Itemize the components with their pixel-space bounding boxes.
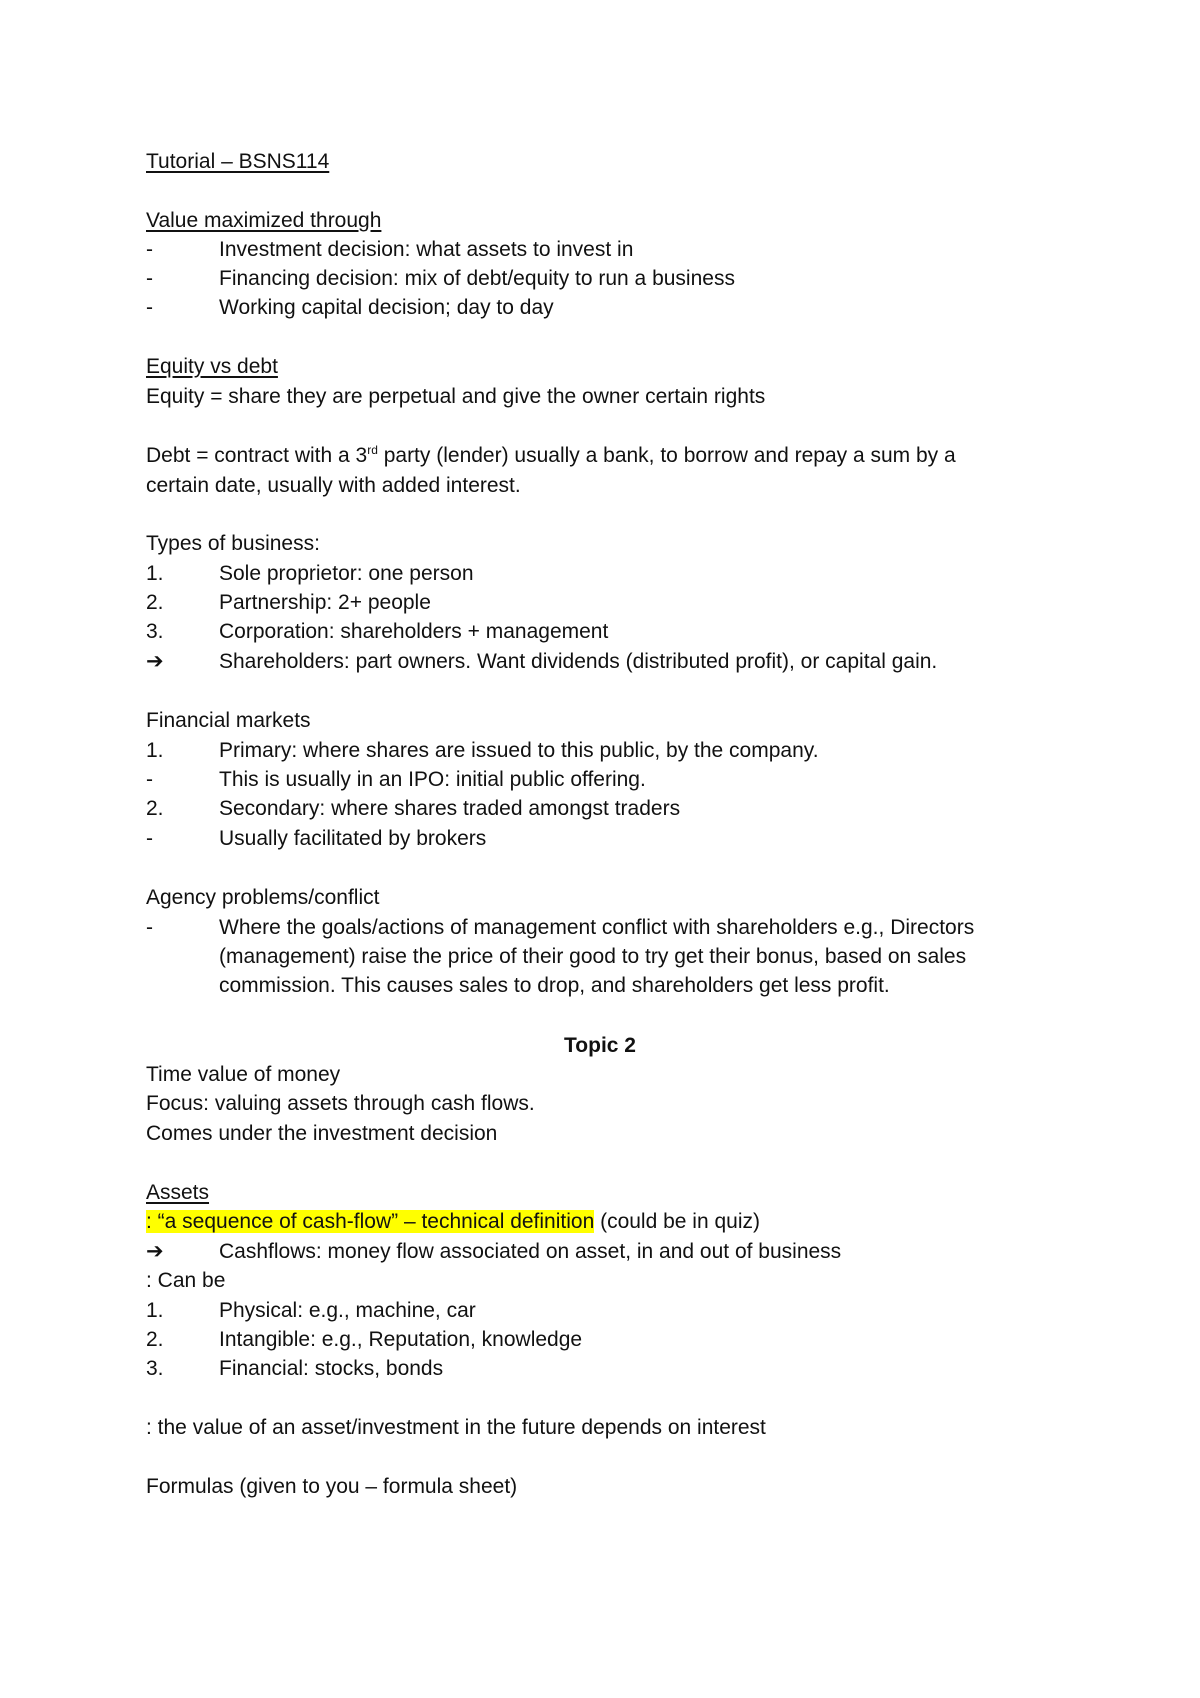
highlighted-definition: : “a sequence of cash-flow” – technical definition [146, 1210, 595, 1233]
arrow-icon: ➔ [146, 1240, 164, 1263]
markets-heading: Financial markets [146, 709, 311, 732]
topic-line: Comes under the investment decision [146, 1122, 498, 1145]
arrow-icon: ➔ [146, 650, 164, 673]
document-page: Tutorial – BSNS114 Value maximized through - Investment decision: what assets to invest in - Financing decision: mix of debt/equity to run a business - Working capital decision; day to day Equity vs debt Equity = share they are perpetual and give the owner certain rights Debt = contract with a 3rd party (lender) usually a bank, to borrow and repay a sum by a certain date, usually with added interest. Types of business: 1. Sole proprietor: one person 2. Partnership: 2+ people 3. Corporation: shareholders + management ➔ Shareholders: part owners. Want dividends (distributed profit), or capital gain. Financial markets 1. Primary: where shares are issued to this public, by the company. - This is usually in an IPO: initial public offering. 2. Secondary: where shares traded amongst traders - Usually facilitated by brokers Agency problems/conflict - Where the goals/actions of management conflict with shareholders e.g., Directors (management) raise the price of their good to try get their bonus, based on sales commission. This causes sales to drop, and shareholders get less profit. Topic 2 Time value of money Focus: valuing assets through cash flows. Comes under the investment decision Assets : “a sequence of cash-flow” – technical definition (could be in quiz) ➔ Cashflows: money flow associated on asset, in and out of business : Can be 1. Physical: e.g., machine, car 2. Intangible: e.g., Reputation, knowledge 3. Financial: stocks, bonds : the value of an asset/investment in the future depends on interest Formulas (given to you – formula sheet) [0, 0, 1200, 1698]
debt-definition-cont: certain date, usually with added interest. [146, 474, 521, 497]
topic-line: Focus: valuing assets through cash flows. [146, 1092, 535, 1115]
business-heading: Types of business: [146, 532, 320, 555]
equity-debt-heading: Equity vs debt [146, 355, 278, 378]
topic-2-heading: Topic 2 [564, 1034, 636, 1057]
dash-bullet: - [146, 267, 153, 290]
value-heading: Value maximized through [146, 209, 382, 232]
debt-definition: Debt = contract with a 3rd party (lender) usually a bank, to borrow and repay a sum by a [146, 443, 956, 467]
agency-heading: Agency problems/conflict [146, 886, 380, 909]
can-be-line: : Can be [146, 1269, 226, 1292]
value-line: : the value of an asset/investment in the future depends on interest [146, 1416, 766, 1439]
equity-definition: Equity = share they are perpetual and give the owner certain rights [146, 385, 766, 408]
topic-line: Time value of money [146, 1063, 341, 1086]
dash-bullet: - [146, 296, 153, 319]
assets-definition: : “a sequence of cash-flow” – technical definition (could be in quiz) [146, 1210, 761, 1233]
dash-bullet: - [146, 238, 153, 261]
assets-heading: Assets [146, 1181, 210, 1204]
page-title: Tutorial – BSNS114 [146, 150, 330, 173]
formulas-line: Formulas (given to you – formula sheet) [146, 1475, 518, 1498]
